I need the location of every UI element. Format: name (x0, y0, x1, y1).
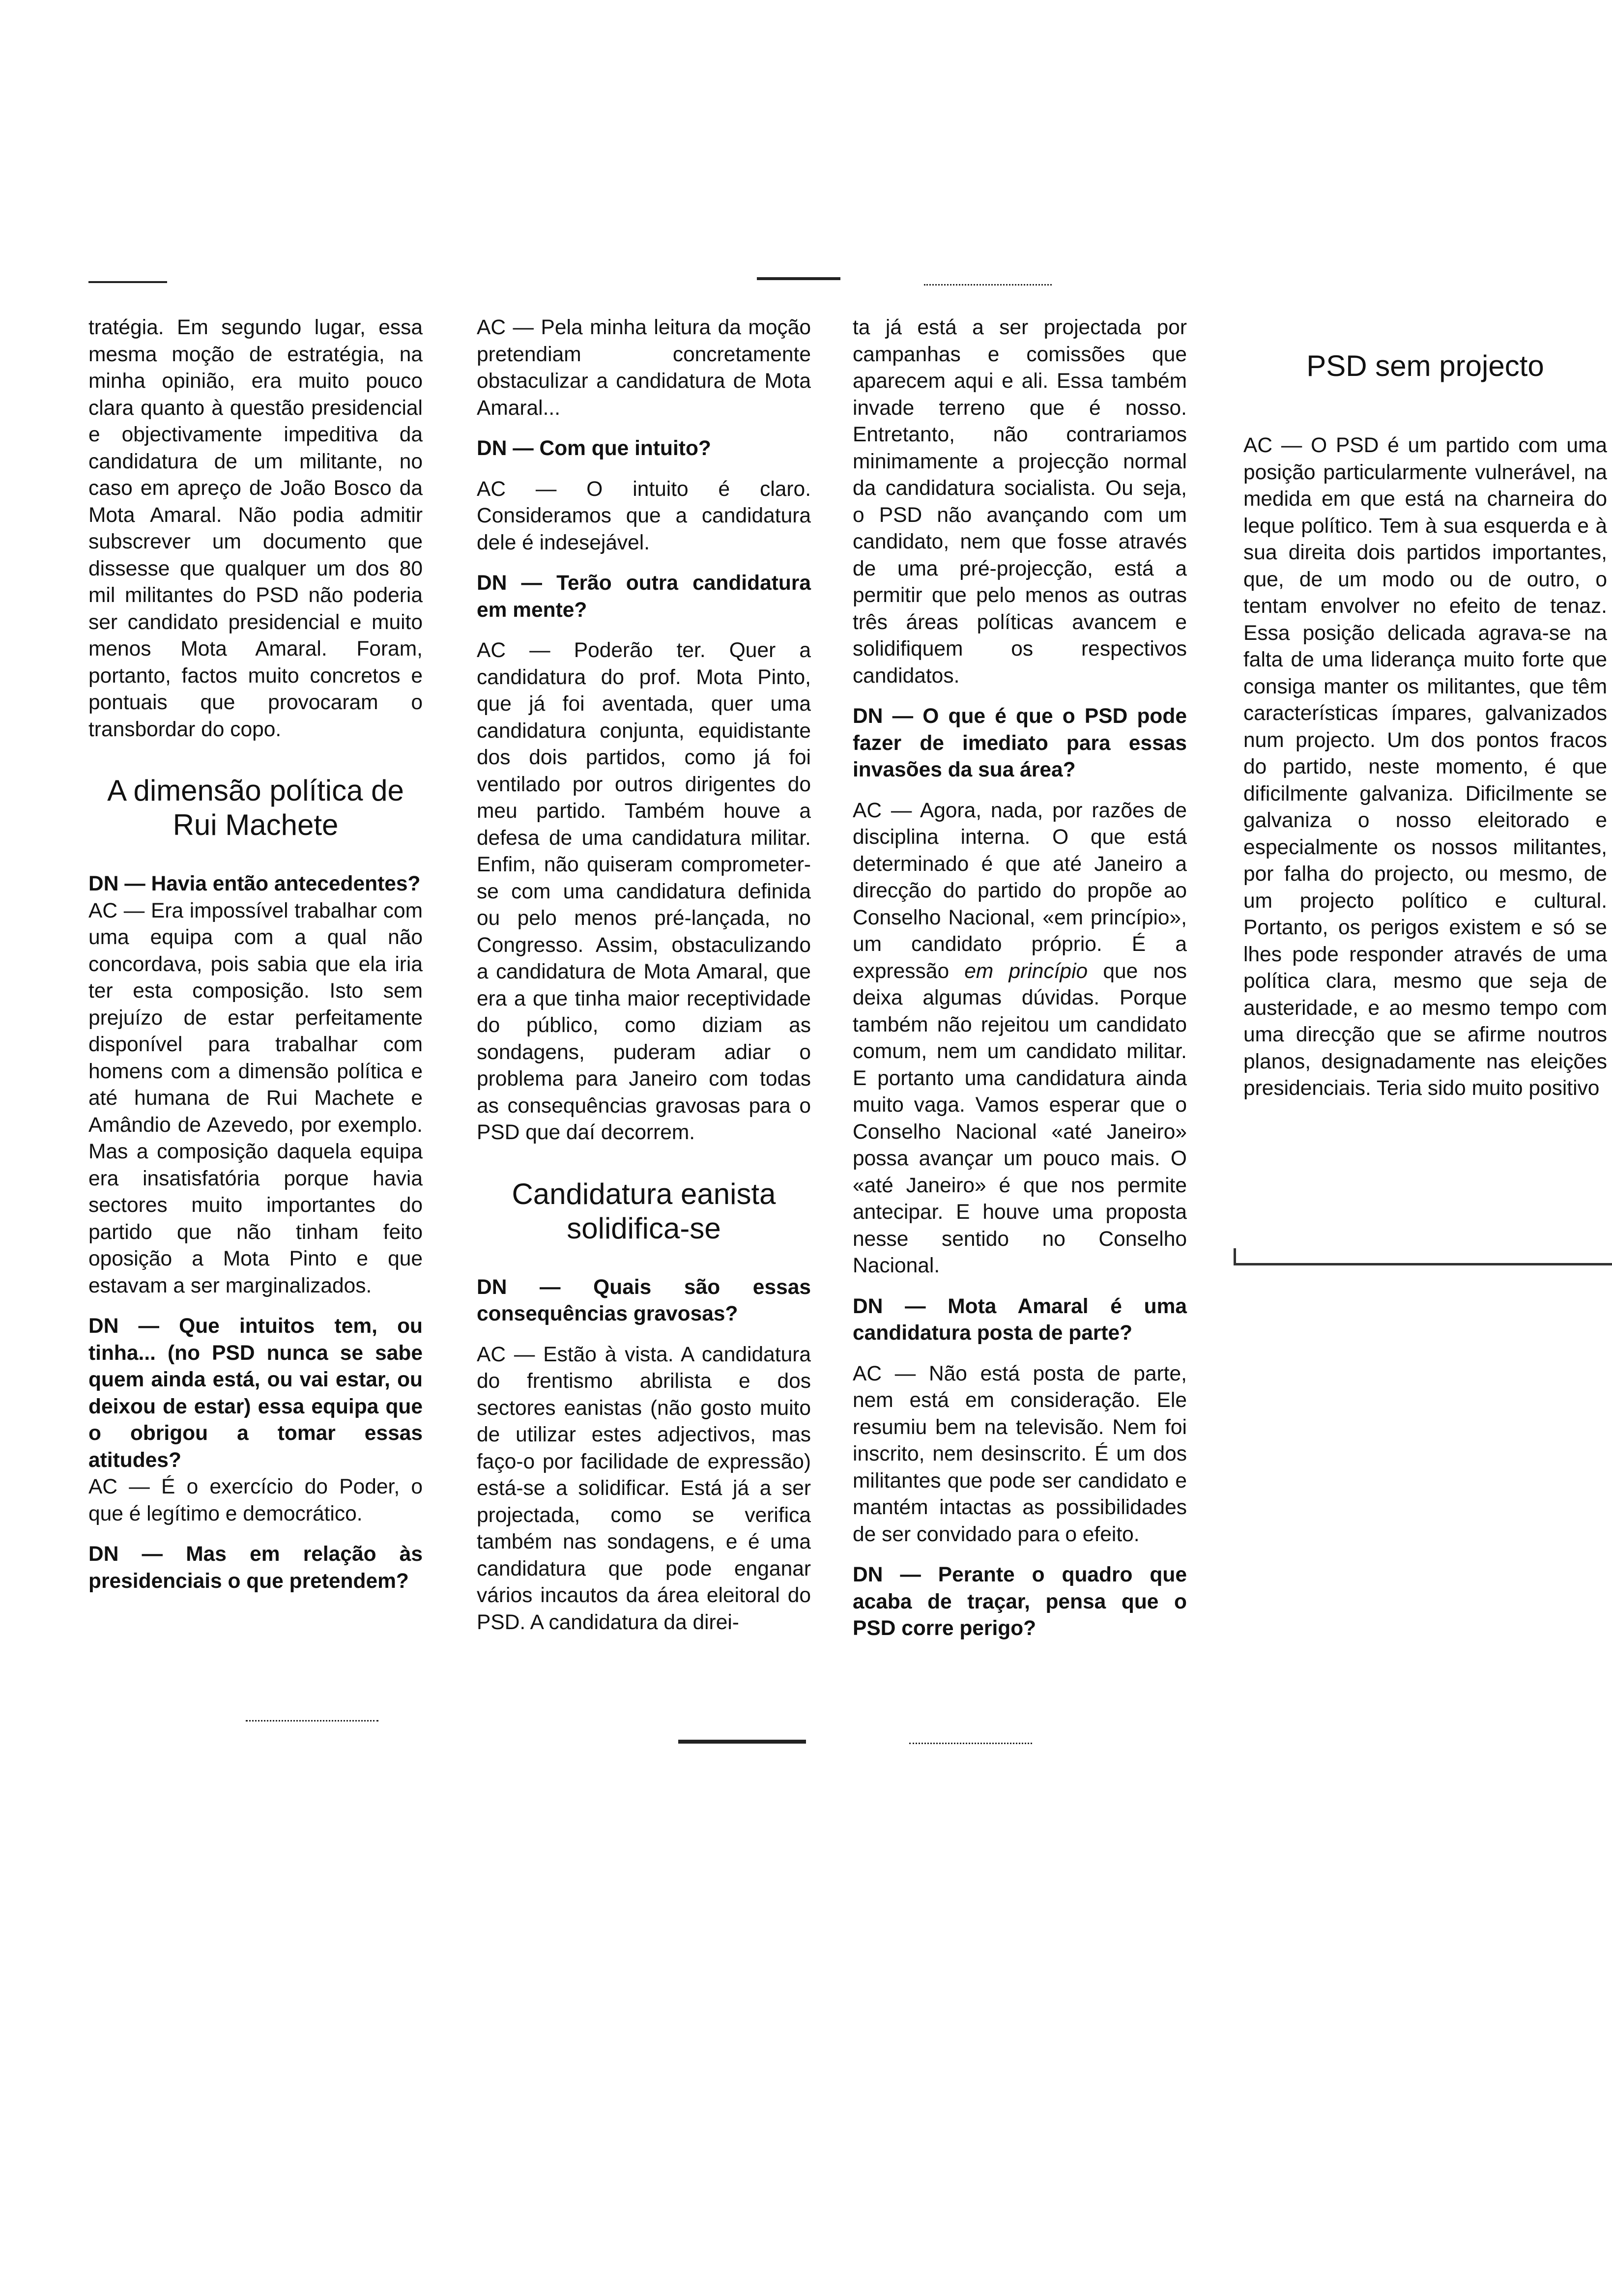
top-rule-right (924, 284, 1052, 286)
interview-question: DN — Quais são essas consequências gravosas? (477, 1275, 811, 1325)
interview-question: DN — Mota Amaral é uma candidatura posta de parte? (853, 1294, 1187, 1345)
col3-paragraph: ta já está a ser projectada por campanhas e comissões que aparecem aqui e ali. Essa também invade terreno que é nosso. Entretanto, não contrariamos minimamente a projecção normal da candidatura socialista. Ou seja, o PSD não avançando com um candidato, nem que fosse através de uma pré-projecção, está a permitir que pelo menos as outras três áreas políticas avancem e solidifiquem os respectivos candidatos. (853, 316, 1187, 688)
interview-answer: AC — Estão à vista. A candidatura do frentismo abrilista e dos sectores eanistas (não gosto muito de utilizar estes adjectivos, mas faço-o por facilidade de expressão) está-se a solidificar. Está já a ser projectada, como se verifica também nas sondagens, e é uma candidatura que pode enganar vários incautos da área eleitoral do PSD. A candidatura da direi- (477, 1343, 811, 1634)
interview-question: DN — O que é que o PSD pode fazer de imediato para essas invasões da sua área? (853, 705, 1187, 781)
column-4 (1243, 349, 1607, 1102)
interview-answer: AC — O intuito é claro. Consideramos que a candidatura dele é indesejável. (477, 477, 811, 554)
column-2 (477, 315, 811, 1636)
interview-answer (853, 798, 1187, 1280)
section-heading-psd-sem-projecto: PSD sem projecto (1306, 349, 1544, 382)
interview-answer: AC — O PSD é um partido com uma posição particularmente vulnerável, na medida em que está na charneira do leque político. Tem à sua esquerda e à sua direita dois partidos importantes, que, de um modo ou de outro, o tentam envolver no efeito de tenaz. Essa posição delicada agrava-se na falta de uma liderança muito forte que consiga manter os militantes, que têm características ímpares, galvanizados num projecto. Um dos pontos fracos do partido, neste momento, é que dificilmente galvaniza. Dificilmente se galvaniza o nosso eleitorado e especialmente os nossos militantes, por falha do projecto, ou mesmo, de um projecto político e cultural. Portanto, os perigos existem e só se lhes pode responder através de uma política clara, mesmo que seja de austeridade, e ao mesmo tempo com uma direcção que se afirme noutros planos, designadamente nas eleições presidenciais. Teria sido muito positivo (1243, 434, 1607, 1100)
bottom-rule-col1 (246, 1720, 378, 1722)
interview-answer: AC — Não está posta de parte, nem está em consideração. Ele resumiu bem na televisão. Nem foi inscrito, nem desinscrito. É um dos militantes que pode ser candidato e mantém intactas as possibilidades de ser convidado para o efeito. (853, 1362, 1187, 1546)
column-3 (853, 315, 1187, 1642)
section-heading-rui-machete: A dimensão política de Rui Machete (107, 774, 404, 841)
interview-question: DN — Havia então antecedentes? (88, 872, 421, 895)
interview-question: DN — Que intuitos tem, ou tinha... (no PSD nunca se sabe quem ainda está, ou vai estar, ou deixou de estar) essa equipa que o obrigou a tomar essas atitudes? (88, 1315, 423, 1472)
interview-answer: AC — É o exercício do Poder, o que é legítimo e democrático. (88, 1475, 423, 1525)
interview-answer: AC — Pela minha leitura da moção pretendiam concretamente obstaculizar a candidatura de Mota Amaral... (477, 316, 811, 420)
interview-answer: AC — Era impossível trabalhar com uma equipa com a qual não concordava, pois sabia que ela iria ter esta composição. Isto sem prejuízo de estar perfeitamente disponível para trabalhar com homens com a dimensão política e até humana de Rui Machete e Amândio de Azevedo, por exemplo. Mas a composição daquela equipa era insatisfatória porque havia sectores muito importantes do partido que não tinham feito oposição a Mota Pinto e que estavam a ser marginalizados. (88, 899, 423, 1297)
top-rule-left (88, 281, 167, 283)
section-heading-candidatura-eanista: Candidatura eanista solidifica-se (512, 1177, 776, 1245)
top-rule-center (757, 277, 840, 280)
interview-question: DN — Perante o quadro que acaba de traçar, pensa que o PSD corre perigo? (853, 1563, 1187, 1640)
interview-question: DN — Terão outra candidatura em mente? (477, 572, 811, 622)
interview-question: DN — Com que intuito? (477, 437, 711, 460)
answer-text-end: que nos deixa algumas dúvidas. Porque também não rejeitou um candidato comum, nem um candidato militar. E portanto uma candidatura ainda muito vaga. Vamos esperar que o Conselho Nacional «até Janeiro» possa avançar um pouco mais. O «até Janeiro» é que nos permite antecipar. E houve uma proposta nesse sentido no Conselho Nacional. (853, 959, 1187, 1277)
answer-text-start: AC — Agora, nada, por razões de disciplina interna. O que está determinado é que até Janeiro a direcção do partido do propõe ao Conselho Nacional, «em princípio», um candidato próprio. É a expressão (853, 799, 1187, 983)
interview-answer: AC — Poderão ter. Quer a candidatura do prof. Mota Pinto, que já foi aventada, quer uma candidatura conjunta, equidistante dos dois partidos, como já foi ventilado por outros dirigentes do meu partido. Também houve a defesa de uma candidatura militar. Enfim, não quiseram comprometer-se com uma candidatura definida ou pelo menos pré-lançada, no Congresso. Assim, obstaculizando a candidatura de Mota Amaral, que era a que tinha maior receptividade do público, como diziam as sondagens, puderam adiar o problema para Janeiro com todas as consequências gravosas para o PSD que daí decorrem. (477, 639, 811, 1144)
answer-text-emphasis: em princípio (964, 959, 1088, 983)
bottom-rule-col3 (909, 1743, 1032, 1744)
col1-paragraph: tratégia. Em segundo lugar, essa mesma moção de estratégia, na minha opinião, era muito pouco clara quanto à questão presidencial e objectivamente impeditiva da candidatura de um militante, no caso em apreço de João Bosco da Mota Amaral. Não podia admitir subscrever um documento que dissesse que qualquer um dos 80 mil militantes do PSD não poderia ser candidato presidencial e muito menos Mota Amaral. Foram, portanto, factos muito concretos e pontuais que provocaram o transbordar do copo. (88, 316, 423, 741)
column-1 (88, 315, 423, 1595)
bottom-rule-col2 (678, 1740, 806, 1744)
interview-question: DN — Mas em relação às presidenciais o que pretendem? (88, 1543, 423, 1593)
clipping-edge-box (1234, 1248, 1612, 1265)
